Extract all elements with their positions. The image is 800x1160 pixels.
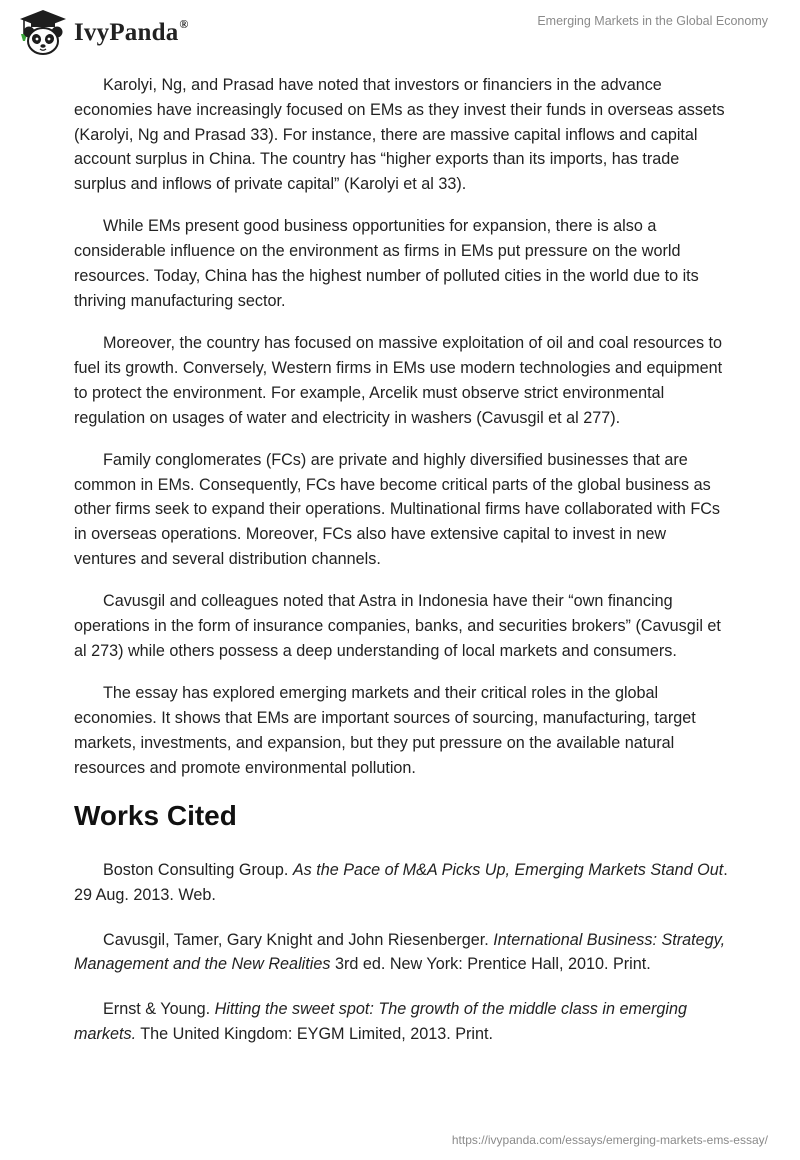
citation-entry-3 [74,997,729,1047]
registered-mark: ® [179,17,189,31]
ivypanda-logo[interactable] [16,8,189,58]
citation-title: As the Pace of M&A Picks Up, Emerging Markets Stand Out [292,860,724,879]
panda-graduate-icon [16,8,70,58]
citation-entry-1 [74,858,729,908]
body-paragraph-3: Moreover, the country has focused on massive exploitation of oil and coal resources to fuel its growth. Conversely, Western firms in EMs use modern technologies and equipment to protect the environment. For example, Arcelik must observe strict environmental regulation on usages of water and electricity in washers (Cavusgil et al 277). [74,334,723,427]
citation-author: Ernst & Young. [103,1000,215,1019]
body-paragraph-5: Cavusgil and colleagues noted that Astra in Indonesia have their “own financing operations in the form of insurance companies, banks, and securities brokers” (Cavusgil et al 273) while others possess a deep understanding of local markets and consumers. [74,592,721,660]
citation-author: Cavusgil, Tamer, Gary Knight and John Riesenberger. [103,930,494,949]
citation-details: . 29 Aug. 2013. Web. [74,860,728,904]
citation-details: The United Kingdom: EYGM Limited, 2013. Print. [136,1024,493,1043]
document-title: Emerging Markets in the Global Economy [537,14,768,28]
logo-wordmark [74,19,189,47]
citation-title: International Business: Strategy, Management and the New Realities [74,930,726,974]
essay-body [74,73,729,1067]
body-paragraph-1: Karolyi, Ng, and Prasad have noted that investors or financiers in the advance economies have increasingly focused on EMs as they invest their funds in overseas assets (Karolyi, Ng and Prasad 33). For instance, there are massive capital inflows and capital account surplus in China. The country has “higher exports than its imports, has trade surplus and inflows of private capital” (Karolyi et al 33). [74,76,725,194]
works-cited-heading: Works Cited [74,799,237,831]
citation-details: 3rd ed. New York: Prentice Hall, 2010. Print. [330,955,651,974]
page-header [0,0,800,64]
body-paragraph-4: Family conglomerates (FCs) are private and highly diversified businesses that are common in EMs. Consequently, FCs have become critical parts of the global business as other firms seek to expand their operations. Multinational firms have collaborated with FCs in overseas operations. Moreover, FCs also have extensive capital to invest in new ventures and several distribution channels. [74,450,721,569]
source-url-link[interactable]: https://ivypanda.com/essays/emerging-markets-ems-essay/ [451,1133,768,1147]
logo-wordmark-text: IvyPanda [74,19,179,46]
citation-entry-2 [74,928,729,978]
body-paragraph-2: While EMs present good business opportunities for expansion, there is also a considerable influence on the environment as firms in EMs put pressure on the world resources. Today, China has the highest number of polluted cities in the world due to its thriving manufacturing sector. [74,217,699,310]
citation-title: Hitting the sweet spot: The growth of the middle class in emerging markets. [74,1000,687,1043]
citation-author: Boston Consulting Group. [103,860,293,879]
body-paragraph-6: The essay has explored emerging markets and their critical roles in the global economies. It shows that EMs are important sources of sourcing, manufacturing, target markets, investments, and expansion, but they put pressure on the available natural resources and promote environmental pollution. [74,684,696,777]
